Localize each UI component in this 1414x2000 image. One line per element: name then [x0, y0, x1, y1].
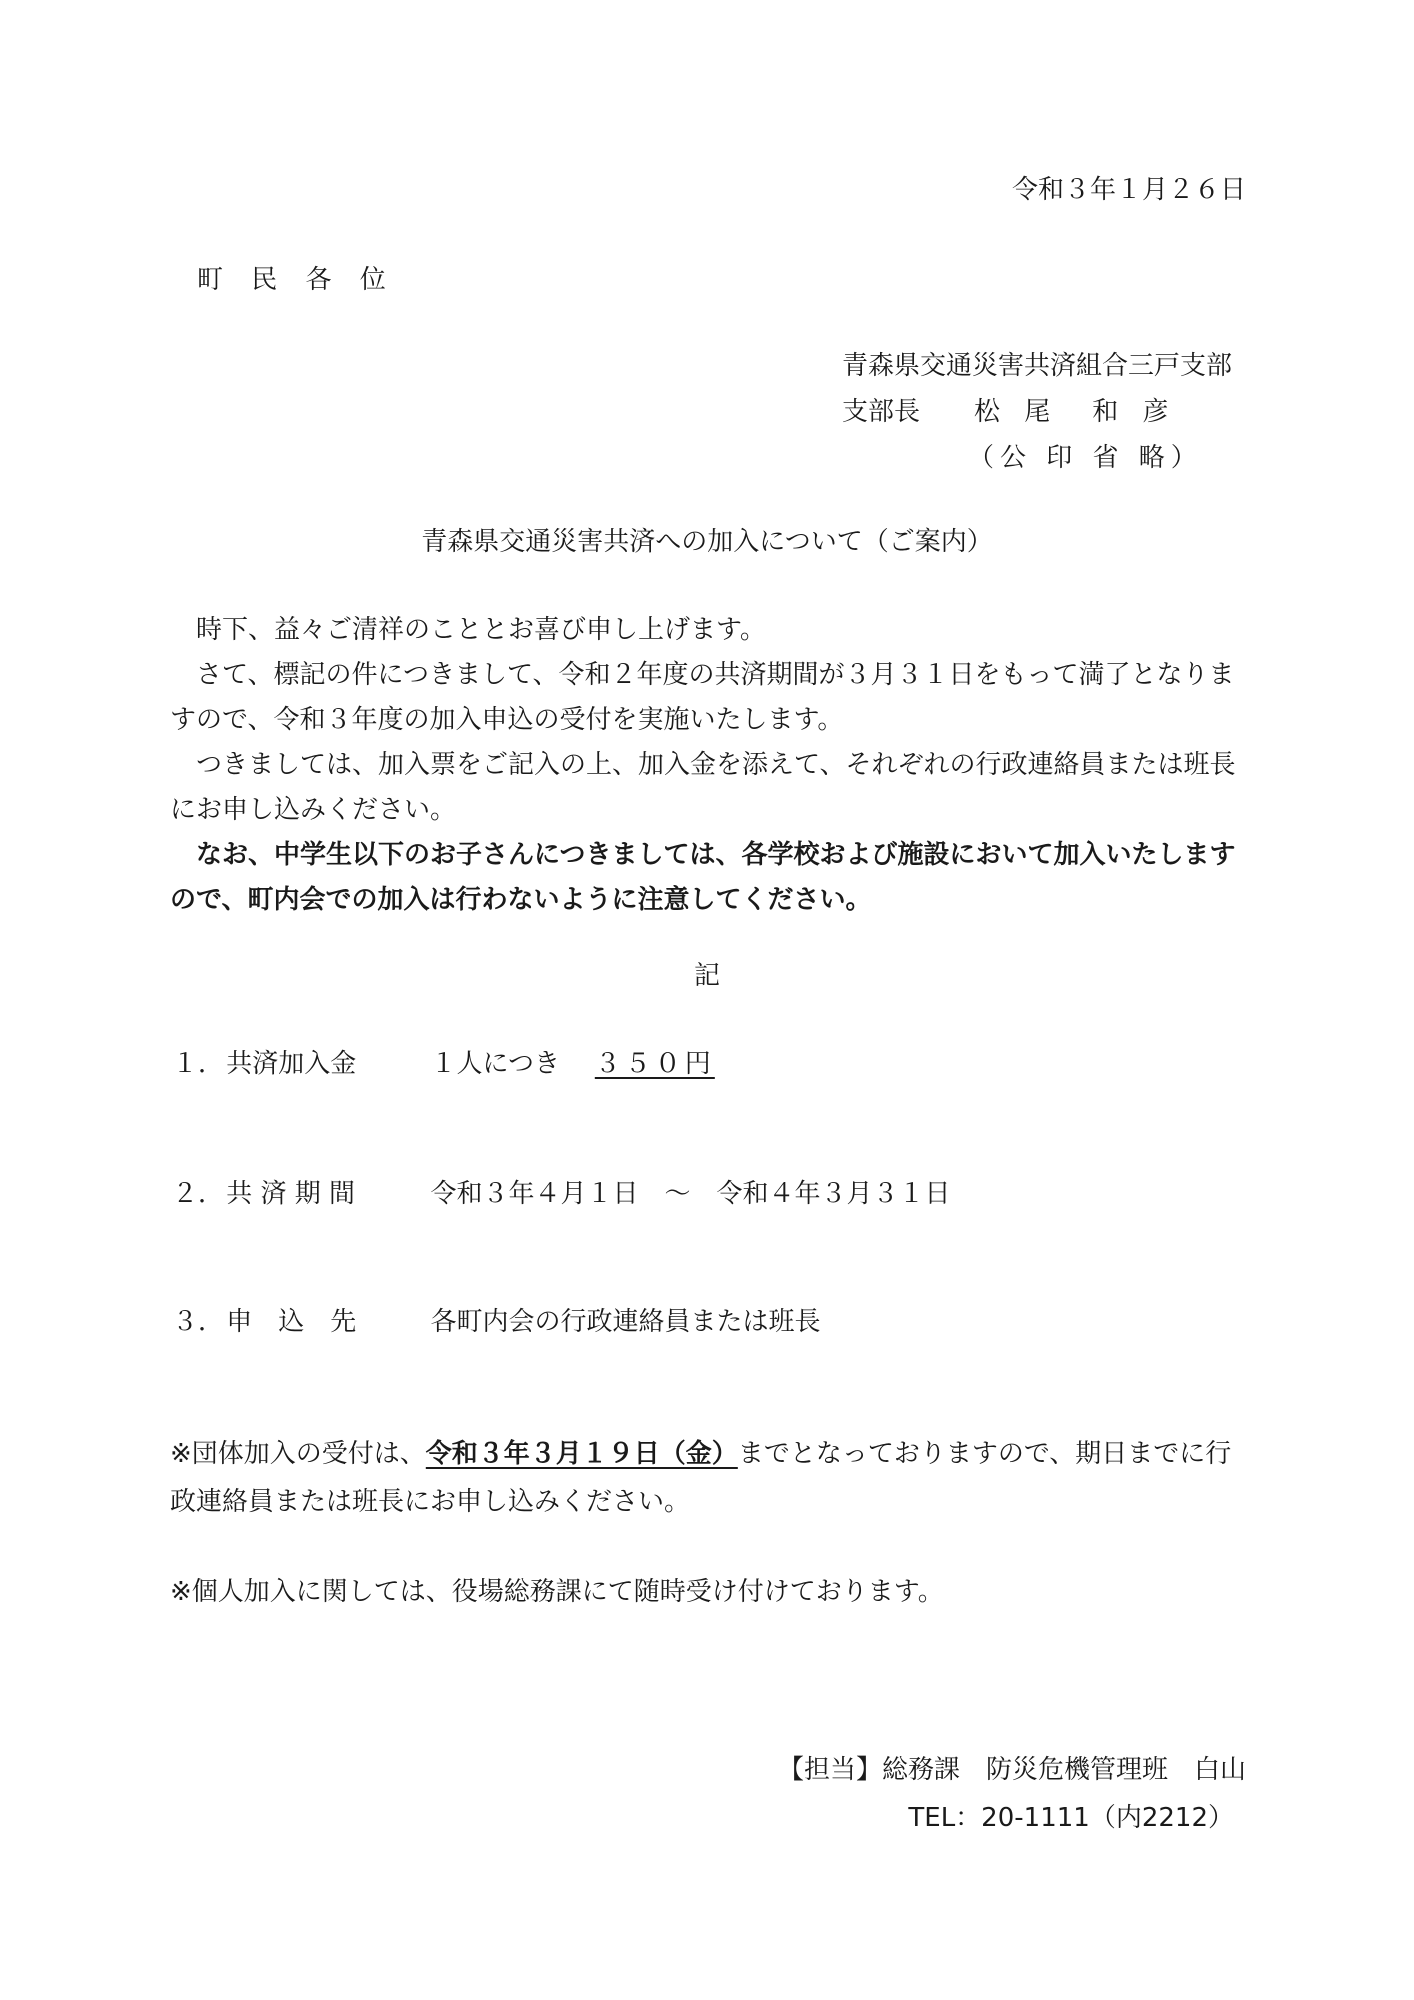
- sender-organization: 青森県交通災害共済組合三戸支部: [842, 351, 1233, 381]
- recipient: 町 民 各 位: [197, 265, 396, 295]
- seal-omitted-note: （公 印 省 略）: [968, 443, 1203, 473]
- item-value: 各町内会の行政連絡員または班長: [430, 1307, 821, 1337]
- issue-date: 令和３年１月２６日: [1011, 175, 1246, 205]
- item-value: 令和３年４月１日 ～ 令和４年３月３１日: [430, 1179, 951, 1209]
- body-paragraph-notice: さて、標記の件につきまして、令和２年度の共済期間が３月３１日をもって満了となりますので、令和３年度の加入申込の受付を実施いたします。: [170, 660, 1235, 735]
- body-paragraph-greeting: 時下、益々ご清祥のこととお喜び申し上げます。: [196, 615, 766, 645]
- item-label: 共済加入金: [226, 1049, 357, 1079]
- item-fee-amount: ３５０円: [594, 1049, 715, 1079]
- individual-application-note: ※個人加入に関しては、役場総務課にて随時受け付けております。: [170, 1577, 944, 1607]
- item-number: ２．: [172, 1179, 225, 1209]
- document-title: 青森県交通災害共済への加入について（ご案内）: [421, 527, 993, 557]
- group-application-note: [170, 1430, 1250, 1526]
- sender-title: 支部長: [842, 397, 921, 427]
- body-paragraph-request: つきましては、加入票をご記入の上、加入金を添えて、それぞれの行政連絡員または班長にお申し込みください。: [170, 750, 1236, 825]
- sender-name: 松 尾 和 彦: [974, 397, 1177, 427]
- item-period: [172, 1176, 951, 1212]
- group-deadline: 令和３年３月１９日（金）: [425, 1439, 738, 1469]
- contact-department: 【担当】総務課 防災危機管理班 白山: [777, 1755, 1246, 1785]
- item-number: １．: [172, 1049, 225, 1079]
- item-application: [172, 1304, 821, 1340]
- body-paragraph-caution: なお、中学生以下のお子さんにつきましては、各学校および施設において加入いたしますので、町内会での加入は行わないように注意してください。: [170, 840, 1236, 915]
- body-text: [170, 608, 1240, 923]
- group-note-prefix: ※団体加入の受付は、: [170, 1439, 426, 1469]
- item-value-prefix: １人につき: [430, 1049, 561, 1079]
- item-number: ３．: [172, 1307, 225, 1337]
- ki-label: 記: [693, 961, 720, 991]
- group-note-suffix: までとなっておりますので、期日までに行政連絡員または班長にお申し込みください。: [170, 1439, 1232, 1517]
- item-fee: [172, 1046, 715, 1082]
- contact-phone: TEL：20-1111（内2212）: [908, 1803, 1234, 1833]
- item-label: 申 込 先: [226, 1307, 357, 1337]
- item-label: 共 済 期 間: [226, 1179, 356, 1209]
